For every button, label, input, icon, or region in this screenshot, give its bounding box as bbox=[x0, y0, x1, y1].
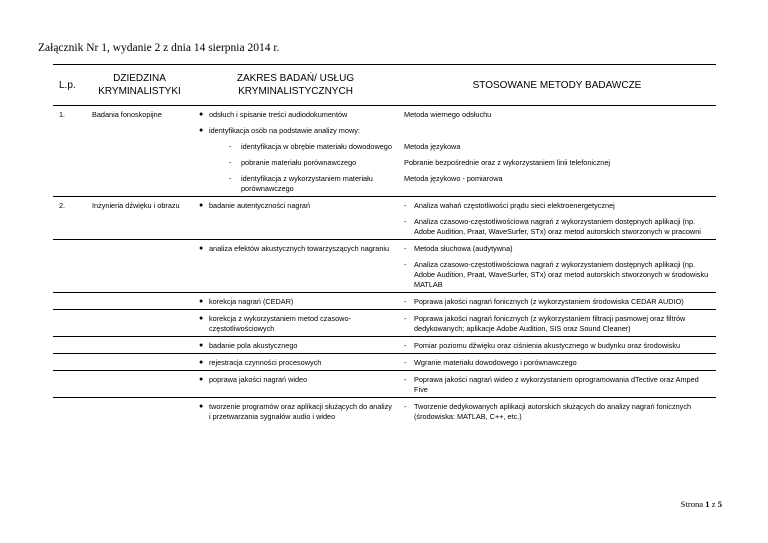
header-zakres: ZAKRES BADAŃ/ USŁUG KRYMINALISTYCZNYCH bbox=[193, 65, 398, 106]
method-text: Poprawa jakości nagrań fonicznych (z wykorzystaniem środowiska CEDAR AUDIO) bbox=[414, 297, 684, 306]
dash-marker: - bbox=[404, 341, 407, 350]
scope-text: tworzenie programów oraz aplikacji służących do analizy i przetwarzania sygnałów audio i wideo bbox=[209, 402, 392, 421]
scope-text: identyfikacja w obrębie materiału dowodowego bbox=[241, 142, 392, 151]
method-cell: Pobranie bezpośrednie oraz z wykorzystaniem linii telefonicznej bbox=[404, 158, 611, 167]
table-row bbox=[53, 106, 716, 123]
method-text: Tworzenie dedykowanych aplikacji autorskich służących do analizy nagrań fonicznych (środowiska: MATLAB, C++, etc.) bbox=[414, 402, 692, 421]
scope-text: identyfikacja osób na podstawie analizy mowy: bbox=[209, 126, 360, 135]
scope-cell bbox=[193, 293, 398, 310]
table-row bbox=[53, 293, 716, 310]
header-metody: STOSOWANE METODY BADAWCZE bbox=[398, 65, 716, 106]
row-number: 1. bbox=[53, 106, 86, 123]
method-text: Analiza wahań częstotliwości prądu sieci elektroenergetycznej bbox=[414, 201, 615, 210]
table-row bbox=[53, 138, 716, 154]
dash-marker: - bbox=[404, 375, 407, 384]
table-row bbox=[53, 240, 716, 257]
bullet-marker: ● bbox=[199, 342, 204, 349]
scope-cell bbox=[193, 170, 398, 197]
scope-text: badanie pola akustycznego bbox=[209, 341, 298, 350]
dash-marker: - bbox=[404, 358, 407, 367]
scope-text: rejestracja czynności procesowych bbox=[209, 358, 322, 367]
page-footer bbox=[681, 499, 722, 509]
scope-text: identyfikacja z wykorzystaniem materiału porównawczego bbox=[241, 174, 373, 193]
table-row bbox=[53, 398, 716, 425]
scope-cell bbox=[193, 371, 398, 398]
scope-cell bbox=[193, 337, 398, 354]
table-row bbox=[53, 197, 716, 214]
row-number: 2. bbox=[53, 197, 86, 214]
footer-prefix: Strona bbox=[680, 499, 704, 509]
method-text: Wgranie materiału dowodowego i porównawczego bbox=[414, 358, 577, 367]
method-text: Analiza czasowo-częstotliwościowa nagrań z wykorzystaniem dostępnych aplikacji (np. Adobe Audition, Praat, WaveSurfer, STx) oraz metod autorskich stworzonych w pracowni bbox=[414, 217, 701, 236]
table-row bbox=[53, 310, 716, 337]
bullet-marker: ● bbox=[199, 403, 204, 410]
row-domain: Inżynieria dźwięku i obrazu bbox=[86, 197, 193, 214]
footer-page-total: 5 bbox=[717, 499, 722, 509]
scope-cell bbox=[193, 106, 398, 123]
scope-cell bbox=[193, 138, 398, 154]
scope-text: analiza efektów akustycznych towarzyszących nagraniu bbox=[209, 244, 390, 253]
scope-text: pobranie materiału porównawczego bbox=[241, 158, 357, 167]
dash-marker: - bbox=[404, 260, 407, 269]
scope-cell bbox=[193, 154, 398, 170]
method-cell bbox=[398, 398, 716, 425]
scope-text: korekcja z wykorzystaniem metod czasowo-częstotliwościowych bbox=[209, 314, 351, 333]
header-lp: L.p. bbox=[53, 65, 86, 106]
method-cell bbox=[398, 337, 716, 354]
scope-cell bbox=[193, 398, 398, 425]
method-cell bbox=[398, 354, 716, 371]
dash-marker: - bbox=[229, 174, 232, 183]
method-cell bbox=[398, 213, 716, 240]
bullet-marker: ● bbox=[199, 359, 204, 366]
footer-separator: z bbox=[711, 499, 716, 509]
scope-text: badanie autentyczności nagrań bbox=[209, 201, 311, 210]
scope-cell bbox=[193, 197, 398, 214]
scope-cell bbox=[193, 310, 398, 337]
method-text: Pomiar poziomu dźwięku oraz ciśnienia akustycznego w budynku oraz środowisku bbox=[414, 341, 681, 350]
method-cell bbox=[398, 197, 716, 214]
row-domain: Badania fonoskopijne bbox=[86, 106, 193, 123]
dash-marker: - bbox=[404, 297, 407, 306]
method-cell bbox=[398, 310, 716, 337]
method-cell bbox=[398, 256, 716, 293]
bullet-marker: ● bbox=[199, 127, 204, 134]
table-row bbox=[53, 337, 716, 354]
dash-marker: - bbox=[404, 402, 407, 411]
scope-text: poprawa jakości nagrań wideo bbox=[209, 375, 308, 384]
table-row bbox=[53, 371, 716, 398]
table-row bbox=[53, 354, 716, 371]
table-row bbox=[53, 170, 716, 197]
dash-marker: - bbox=[404, 244, 407, 253]
method-cell: Metoda językowa bbox=[404, 142, 461, 151]
scope-cell bbox=[193, 240, 398, 257]
method-text: Metoda słuchowa (audytywna) bbox=[414, 244, 513, 253]
scope-text: odsłuch i spisanie treści audiodokumentów bbox=[209, 110, 348, 119]
method-text: Poprawa jakości nagrań fonicznych (z wykorzystaniem filtracji pasmowej oraz filtrów dedykowanych; aplikacje Adobe Audition, SIS oraz Sound Cleaner) bbox=[414, 314, 686, 333]
table-row bbox=[53, 154, 716, 170]
footer-page-number: 1 bbox=[705, 499, 710, 509]
method-text: Analiza czasowo-częstotliwościowa nagrań z wykorzystaniem dostępnych aplikacji (np. Adobe Audition, Praat, WaveSurfer, STx) oraz metod autorskich stworzonych w środowisku MATLAB bbox=[414, 260, 709, 289]
header-dziedzina: DZIEDZINA KRYMINALISTYKI bbox=[86, 65, 193, 106]
table-row bbox=[53, 256, 716, 293]
method-cell bbox=[398, 371, 716, 398]
bullet-marker: ● bbox=[199, 315, 204, 322]
bullet-marker: ● bbox=[199, 111, 204, 118]
method-cell bbox=[398, 293, 716, 310]
method-cell: Metoda językowo - pomiarowa bbox=[404, 174, 503, 183]
bullet-marker: ● bbox=[199, 245, 204, 252]
scope-text: korekcja nagrań (CEDAR) bbox=[209, 297, 294, 306]
dash-marker: - bbox=[229, 142, 232, 151]
method-cell: Metoda wiernego odsłuchu bbox=[398, 106, 716, 123]
scope-table bbox=[53, 64, 716, 424]
dash-marker: - bbox=[404, 217, 407, 226]
dash-marker: - bbox=[404, 314, 407, 323]
table-row bbox=[53, 213, 716, 240]
method-cell bbox=[398, 240, 716, 257]
dash-marker: - bbox=[229, 158, 232, 167]
document-header: Załącznik Nr 1, wydanie 2 z dnia 14 sierpnia 2014 r. bbox=[38, 42, 280, 54]
scope-cell bbox=[193, 354, 398, 371]
bullet-marker: ● bbox=[199, 202, 204, 209]
scope-cell bbox=[193, 122, 716, 138]
method-text: Poprawa jakości nagrań wideo z wykorzystaniem oprogramowania dTective oraz Amped Five bbox=[414, 375, 699, 394]
bullet-marker: ● bbox=[199, 376, 204, 383]
table-header-row bbox=[53, 65, 716, 106]
bullet-marker: ● bbox=[199, 298, 204, 305]
dash-marker: - bbox=[404, 201, 407, 210]
table-row bbox=[53, 122, 716, 138]
